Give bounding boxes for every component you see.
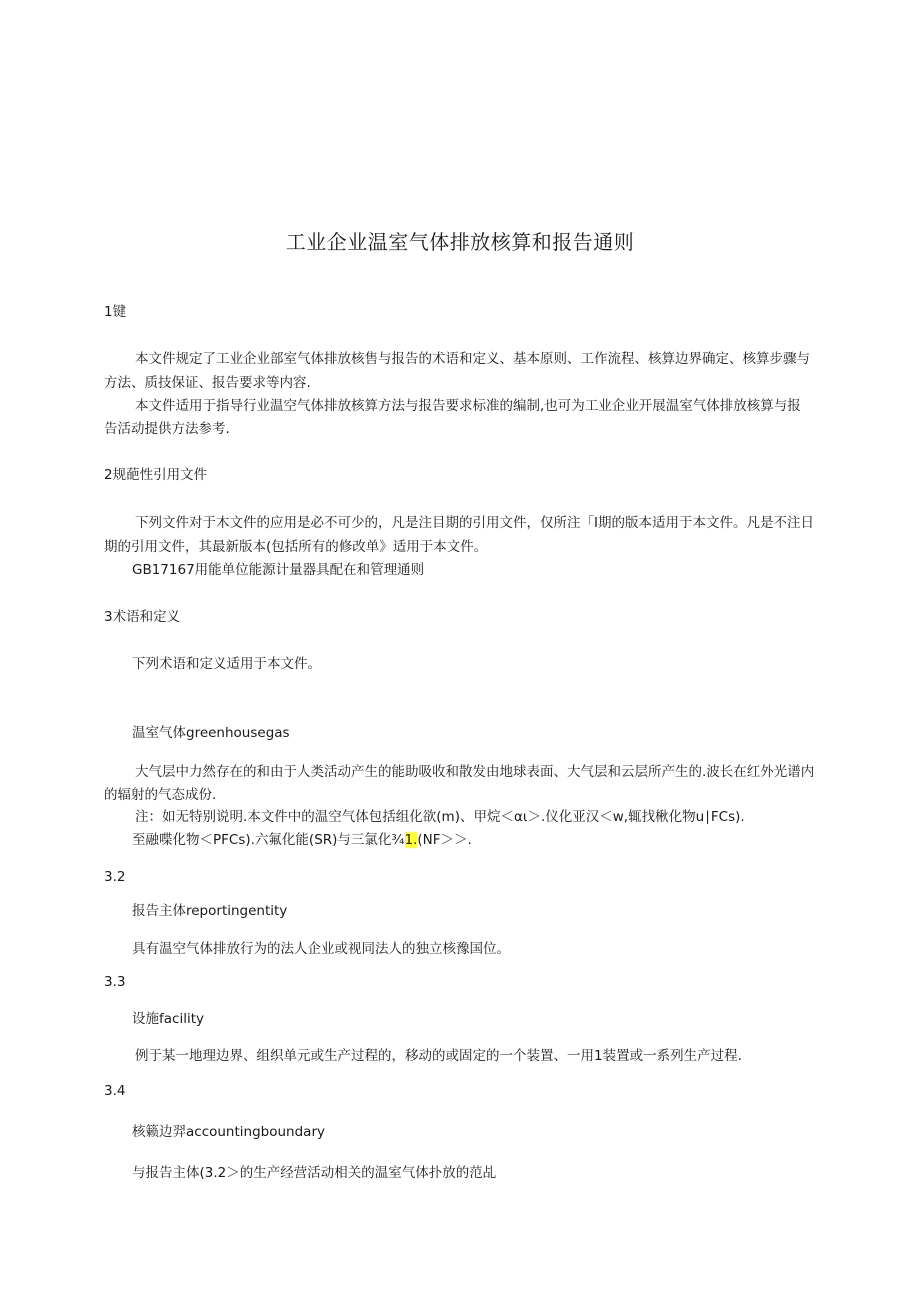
term-4-number: 3.4 [104,1083,126,1099]
normative-reference-1: GB17167用能单位能源计量器具配在和管理通则 [132,562,425,578]
term-1-note-line-2 [132,831,472,849]
term-1-definition-line-2: 的辐射的气态成份. [104,787,217,803]
term-3-number: 3.3 [104,974,126,990]
term-1-definition-line-1: 大气层中力然存在的和由于人类活动产生的能助吸收和散发由地球表面、大气层和云层所产生的.波长在红外光谱内 [135,764,815,780]
term-2-name: 报告主体reportingentity [132,903,288,919]
section-2-paragraph-line-2: 期的引用文件，其最新版本(包括所有的修改单》适用于本文件。 [104,539,488,555]
section-1-paragraph-2-line-1: 本文件适用于指导行业温空气体排放核算方法与报告要求标准的编制,也可为工业企业开展温室气体排放核算与报 [135,398,801,414]
term-3-name: 设施facility [132,1011,204,1027]
highlighted-text: 1. [404,832,418,848]
term-1-name: 温室气体greenhousegas [132,725,290,741]
term-4-definition: 与报告主体(3.2＞的生产经营活动相关的温室气体扑放的范乩 [132,1165,497,1181]
section-3-heading: 3术语和定义 [104,609,181,625]
section-2-paragraph-line-1: 下列文件对于木文件的应用是必不可少的，凡是注目期的引用文件，仅所注「I期的版本适用于本文件。凡是不注日 [135,515,814,531]
term-1-note-line-1: 注：如无特别说明.本文件中的温空气体包括组化欲(m)、甲烷＜αι＞.仪化亚汉＜w,辄找楸化物u∣FCs). [135,809,745,825]
section-1-paragraph-1-line-1: 本文件规定了工业企业部室气体排放核售与报告的术语和定义、基本原则、工作流程、核算边界确定、核算步骤与 [135,351,810,367]
section-1-heading: 1键 [104,304,127,320]
section-1-paragraph-1-line-2: 方法、质技保证、报告要求等内容. [104,375,311,391]
document-title: 工业企业温室气体排放核算和报告通则 [285,230,635,254]
section-1-paragraph-2-line-2: 告活动提供方法参考. [104,421,230,437]
term-3-definition: 例于某一地理边界、组织单元或生产过程的，移动的或固定的一个装置、一用1装置或一系列生产过程. [135,1048,742,1064]
term-1-note-line-2-part-b: (NF＞＞. [417,832,472,848]
term-4-name: 核籁边羿accountingboundary [132,1124,325,1140]
term-2-definition: 具有温空气体排放行为的法人企业或视同法人的独立核豫国位。 [132,941,510,957]
section-3-intro: 下列术语和定义适用于本文件。 [132,656,321,672]
term-2-number: 3.2 [104,869,126,885]
term-1-note-line-2-part-a: 至融喋化物＜PFCs).六氟化能(SR)与三氯化¾ [132,832,405,848]
section-2-heading: 2规葩性引用文件 [104,467,208,483]
